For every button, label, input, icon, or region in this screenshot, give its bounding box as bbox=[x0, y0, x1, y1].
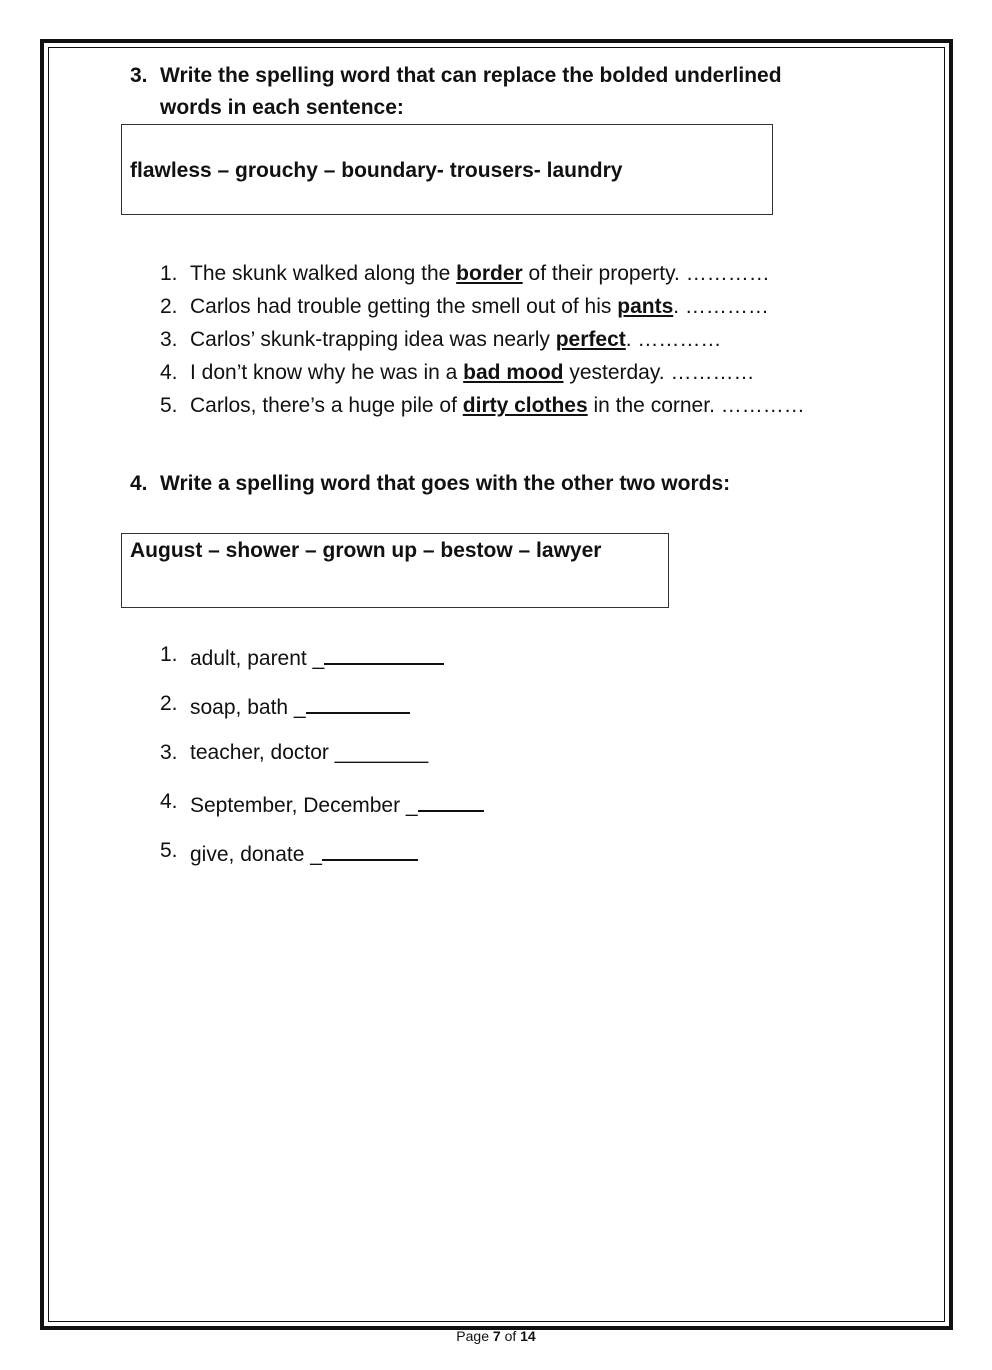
answer-blank[interactable] bbox=[322, 839, 418, 861]
sentence-after: in the corner. ………… bbox=[587, 394, 805, 417]
target-word: perfect bbox=[555, 328, 626, 351]
of-label: of bbox=[504, 1328, 517, 1344]
word-pair: soap, bath _ bbox=[190, 696, 306, 719]
sentence-before: Carlos had trouble getting the smell out of his bbox=[190, 295, 618, 318]
sentence-after: yesterday. ………… bbox=[563, 361, 755, 384]
question-3-number: 3. bbox=[130, 64, 148, 87]
word-pair: adult, parent _ bbox=[190, 647, 325, 670]
sentence-after: . ………… bbox=[625, 328, 722, 351]
page-total: 14 bbox=[520, 1328, 536, 1344]
word-pair: give, donate _ bbox=[190, 843, 322, 866]
answer-blank[interactable] bbox=[324, 643, 444, 665]
target-word: border bbox=[456, 262, 523, 285]
sentence-before: Carlos’ skunk-trapping idea was nearly bbox=[190, 328, 556, 351]
item-number: 3. bbox=[160, 741, 178, 764]
question-3-heading bbox=[130, 59, 890, 125]
item-number: 2. bbox=[160, 692, 178, 715]
word-bank-3-text: flawless – grouchy – boundary- trousers- laundry bbox=[130, 159, 623, 182]
item-number: 4. bbox=[160, 361, 178, 384]
page-footer bbox=[0, 1328, 992, 1344]
item-number: 5. bbox=[160, 839, 178, 862]
item-number: 3. bbox=[160, 328, 178, 351]
target-word: dirty clothes bbox=[462, 394, 588, 417]
word-bank-4-text: August – shower – grown up – bestow – lawyer bbox=[130, 539, 602, 562]
word-pair[interactable]: teacher, doctor ________ bbox=[190, 741, 429, 764]
item-number: 1. bbox=[160, 643, 178, 666]
question-4-text: Write a spelling word that goes with the other two words: bbox=[160, 472, 731, 495]
answer-blank[interactable] bbox=[418, 790, 484, 812]
word-bank-4 bbox=[121, 533, 669, 608]
sentence-before: Carlos, there’s a huge pile of bbox=[190, 394, 463, 417]
question-4-heading bbox=[130, 467, 890, 500]
sentence-after: of their property. ………… bbox=[522, 262, 770, 285]
page-border-inner bbox=[48, 47, 945, 1322]
sentence-after: . ………… bbox=[673, 295, 769, 318]
word-pair: September, December _ bbox=[190, 794, 418, 817]
sentence-before: The skunk walked along the bbox=[190, 262, 457, 285]
word-bank-3 bbox=[121, 124, 773, 215]
sentence-before: I don’t know why he was in a bbox=[190, 361, 464, 384]
item-number: 1. bbox=[160, 262, 178, 285]
item-number: 4. bbox=[160, 790, 178, 813]
item-number: 5. bbox=[160, 394, 178, 417]
answer-blank[interactable] bbox=[306, 692, 410, 714]
page-border bbox=[40, 39, 953, 1330]
target-word: pants bbox=[617, 295, 674, 318]
target-word: bad mood bbox=[463, 361, 564, 384]
question-4-number: 4. bbox=[130, 472, 148, 495]
page-number: 7 bbox=[492, 1328, 501, 1344]
question-3-line1: Write the spelling word that can replace the bolded underlined bbox=[160, 64, 782, 87]
item-number: 2. bbox=[160, 295, 178, 318]
question-3-line2: words in each sentence: bbox=[160, 96, 404, 119]
page-label: Page bbox=[456, 1328, 489, 1344]
